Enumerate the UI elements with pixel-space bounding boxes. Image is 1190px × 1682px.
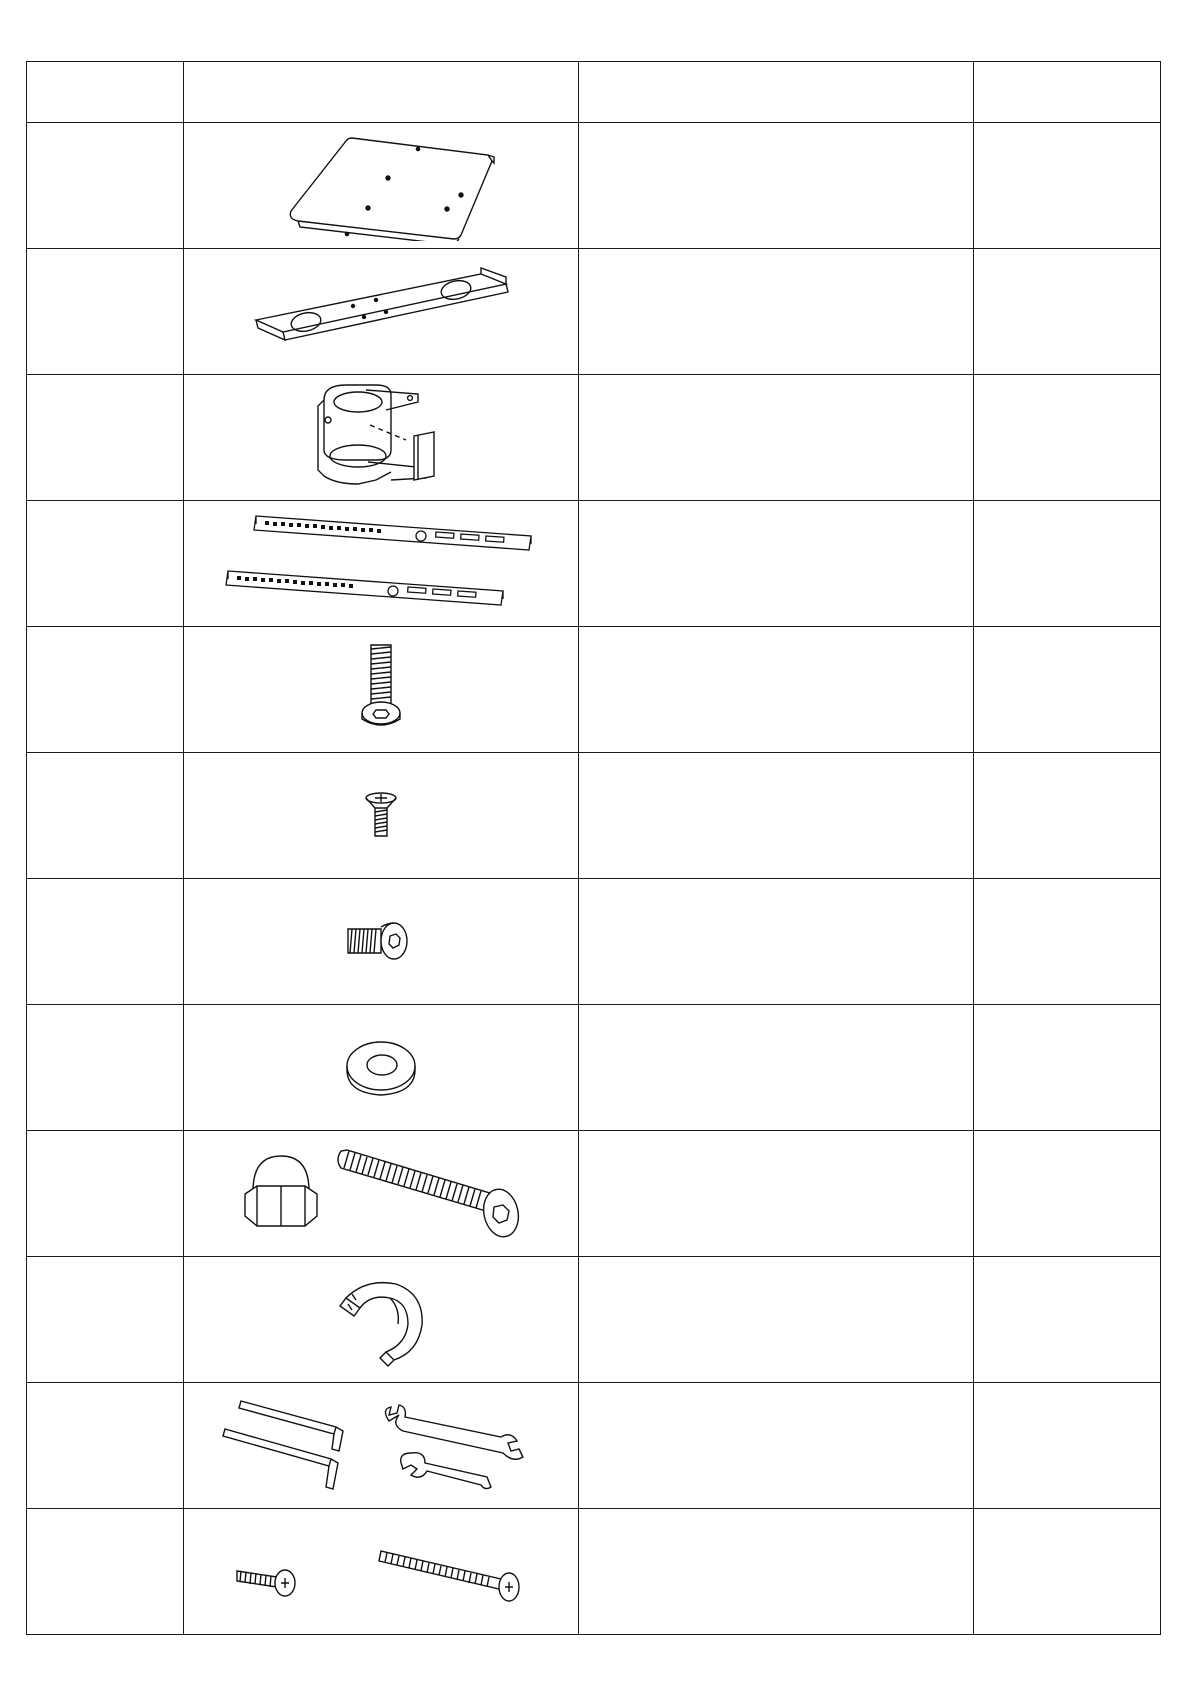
table-row bbox=[27, 627, 1161, 753]
wrench-icon bbox=[385, 1405, 523, 1459]
part-image-cell bbox=[184, 123, 579, 249]
part-image-cell bbox=[184, 1131, 579, 1257]
mounting-plate-illustration bbox=[256, 131, 506, 241]
adjustable-rails-illustration bbox=[221, 506, 541, 621]
row-number-cell bbox=[27, 627, 184, 753]
bracket-bar-illustration bbox=[246, 262, 516, 362]
part-image-cell bbox=[184, 1005, 579, 1131]
description-cell bbox=[579, 249, 974, 375]
quantity-cell bbox=[974, 1509, 1161, 1635]
description-cell bbox=[579, 1257, 974, 1383]
description-cell bbox=[579, 1005, 974, 1131]
part-image-cell bbox=[184, 249, 579, 375]
quantity-cell bbox=[974, 375, 1161, 501]
part-image-cell bbox=[184, 753, 579, 879]
table-row bbox=[27, 249, 1161, 375]
description-cell bbox=[579, 1131, 974, 1257]
cable-clip-illustration bbox=[326, 1270, 436, 1370]
row-number-cell bbox=[27, 1131, 184, 1257]
long-screw-icon bbox=[379, 1551, 519, 1601]
wrench-icon bbox=[401, 1452, 491, 1488]
quantity-cell bbox=[974, 1005, 1161, 1131]
table-row bbox=[27, 1509, 1161, 1635]
table-row bbox=[27, 123, 1161, 249]
row-number-cell bbox=[27, 501, 184, 627]
short-screw-icon bbox=[237, 1570, 295, 1596]
quantity-cell bbox=[974, 753, 1161, 879]
row-number-cell bbox=[27, 879, 184, 1005]
row-number-cell bbox=[27, 249, 184, 375]
header-row bbox=[27, 62, 1161, 123]
quantity-cell bbox=[974, 1383, 1161, 1509]
part-image-cell bbox=[184, 1509, 579, 1635]
table-row bbox=[27, 1131, 1161, 1257]
quantity-cell bbox=[974, 1257, 1161, 1383]
phillips-screws-illustration bbox=[231, 1527, 531, 1617]
table-row bbox=[27, 753, 1161, 879]
quantity-cell bbox=[974, 123, 1161, 249]
part-image-cell bbox=[184, 627, 579, 753]
countersunk-screw-illustration bbox=[351, 776, 411, 856]
row-number-cell bbox=[27, 1383, 184, 1509]
table-row bbox=[27, 501, 1161, 627]
hex-bolt-illustration bbox=[341, 635, 421, 745]
description-cell bbox=[579, 123, 974, 249]
description-cell bbox=[579, 1383, 974, 1509]
pole-clamp-illustration bbox=[306, 380, 456, 495]
table-row bbox=[27, 375, 1161, 501]
quantity-cell bbox=[974, 501, 1161, 627]
quantity-cell bbox=[974, 1131, 1161, 1257]
table-row bbox=[27, 1005, 1161, 1131]
description-cell bbox=[579, 1509, 974, 1635]
row-number-cell bbox=[27, 1257, 184, 1383]
parts-list-table bbox=[26, 61, 1161, 1635]
row-number-cell bbox=[27, 753, 184, 879]
part-image-cell bbox=[184, 1257, 579, 1383]
header-cell-description bbox=[579, 62, 974, 123]
part-image-cell bbox=[184, 1383, 579, 1509]
quantity-cell bbox=[974, 627, 1161, 753]
tools-illustration bbox=[221, 1391, 541, 1501]
washer-illustration bbox=[336, 1033, 426, 1103]
description-cell bbox=[579, 501, 974, 627]
button-head-screw-illustration bbox=[336, 907, 426, 977]
row-number-cell bbox=[27, 1509, 184, 1635]
part-image-cell bbox=[184, 879, 579, 1005]
cap-nut-icon bbox=[245, 1156, 317, 1226]
row-number-cell bbox=[27, 375, 184, 501]
description-cell bbox=[579, 375, 974, 501]
table-row bbox=[27, 1383, 1161, 1509]
part-image-cell bbox=[184, 375, 579, 501]
table-row bbox=[27, 879, 1161, 1005]
quantity-cell bbox=[974, 249, 1161, 375]
description-cell bbox=[579, 753, 974, 879]
allen-key-icon bbox=[223, 1429, 338, 1489]
row-number-cell bbox=[27, 1005, 184, 1131]
description-cell bbox=[579, 627, 974, 753]
quantity-cell bbox=[974, 879, 1161, 1005]
description-cell bbox=[579, 879, 974, 1005]
long-bolt-icon bbox=[338, 1150, 523, 1240]
cap-nut-and-long-bolt-illustration bbox=[231, 1136, 531, 1251]
header-cell-image bbox=[184, 62, 579, 123]
table-row bbox=[27, 1257, 1161, 1383]
part-image-cell bbox=[184, 501, 579, 627]
header-cell-qty bbox=[974, 62, 1161, 123]
header-cell-no bbox=[27, 62, 184, 123]
row-number-cell bbox=[27, 123, 184, 249]
